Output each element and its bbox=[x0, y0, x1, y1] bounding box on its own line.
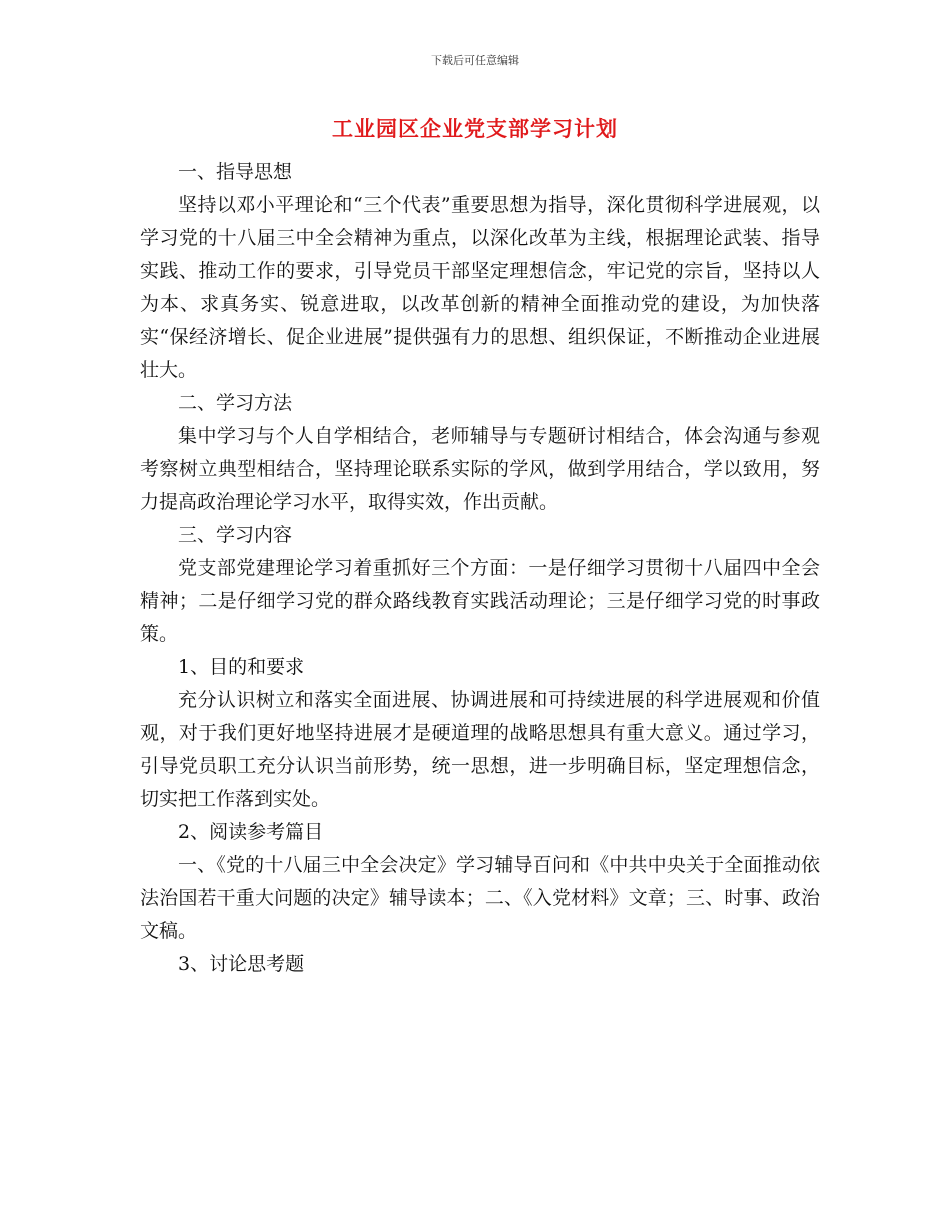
section-heading-guiding-thought: 一、指导思想 bbox=[178, 161, 293, 183]
subheading-purpose: 1、目的和要求 bbox=[178, 656, 305, 678]
paragraph-guiding-thought: 坚持以邓小平理论和“三个代表”重要思想为指导，深化贯彻科学进展观，以学习党的十八届三中全会精神为重点，以深化改革为主线，根据理论武装、指导实践、推动工作的要求，引导党员干部坚定理想信念，牢记党的宗旨，坚持以人为本、求真务实、锐意进取，以改革创新的精神全面推动党的建设，为加快落实“保经济增长、促企业进展”提供强有力的思想、组织保证，不断推动企业进展壮大。 bbox=[140, 194, 820, 381]
document-body bbox=[140, 156, 820, 981]
paragraph-study-content: 党支部党建理论学习着重抓好三个方面：一是仔细学习贯彻十八届四中全会精神；二是仔细学习党的群众路线教育实践活动理论；三是仔细学习党的时事政策。 bbox=[140, 557, 820, 645]
paragraph-study-method: 集中学习与个人自学相结合，老师辅导与专题研讨相结合，体会沟通与参观考察树立典型相结合，坚持理论联系实际的学风，做到学用结合，学以致用，努力提高政治理论学习水平，取得实效，作出贡献。 bbox=[140, 425, 820, 513]
header-note: 下载后可任意编辑 bbox=[431, 54, 519, 67]
paragraph-purpose: 充分认识树立和落实全面进展、协调进展和可持续进展的科学进展观和价值观，对于我们更好地坚持进展才是硬道理的战略思想具有重大意义。通过学习，引导党员职工充分认识当前形势，统一思想，进一步明确目标，坚定理想信念，切实把工作落到实处。 bbox=[140, 689, 820, 810]
subheading-reading-list: 2、阅读参考篇目 bbox=[178, 821, 324, 843]
section-heading-study-content: 三、学习内容 bbox=[178, 524, 293, 546]
paragraph-reading-list: 一、《党的十八届三中全会决定》学习辅导百问和《中共中央关于全面推动依法治国若干重大问题的决定》辅导读本；二、《入党材料》文章；三、时事、政治文稿。 bbox=[140, 854, 820, 942]
document-title: 工业园区企业党支部学习计划 bbox=[332, 116, 618, 141]
section-heading-study-method: 二、学习方法 bbox=[178, 392, 293, 414]
subheading-discussion-questions: 3、讨论思考题 bbox=[178, 953, 305, 975]
